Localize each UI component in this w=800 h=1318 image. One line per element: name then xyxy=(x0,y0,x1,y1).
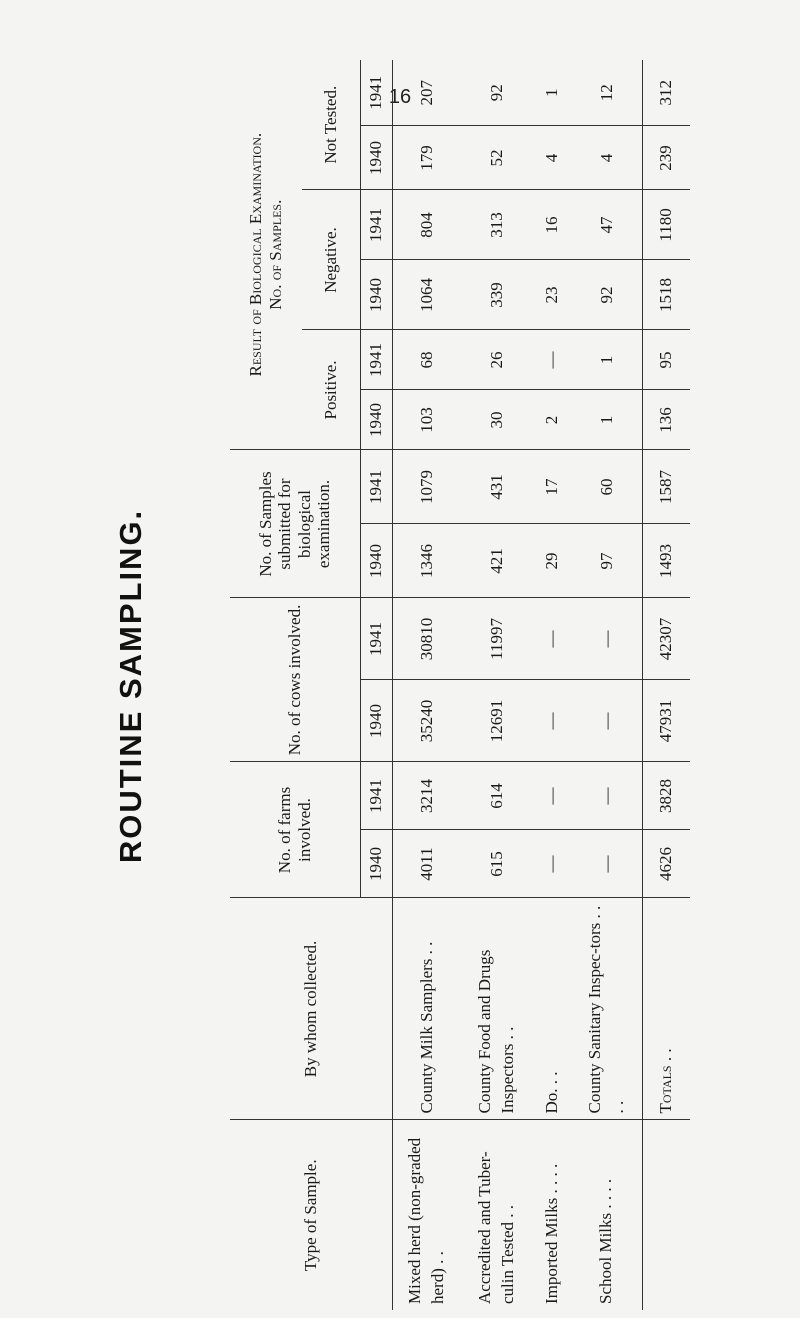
cell-positive-1941: 68 xyxy=(392,330,462,390)
cell-who: County Milk Samplers . . xyxy=(392,898,462,1120)
year-1940: 1940 xyxy=(360,680,392,762)
cell-samples-1940: 1346 xyxy=(392,524,462,598)
year-1941: 1941 xyxy=(360,762,392,830)
year-1940: 1940 xyxy=(360,260,392,330)
header-cows: No. of cows involved. xyxy=(230,598,360,762)
year-1941: 1941 xyxy=(360,598,392,680)
cell-negative-1941: 313 xyxy=(462,190,532,260)
cell-not-tested-1940: 4 xyxy=(572,126,642,190)
cell-samples-1941: 431 xyxy=(462,450,532,524)
total-cows-1940: 47931 xyxy=(642,680,690,762)
cell-cows-1940: 12691 xyxy=(462,680,532,762)
cell-negative-1941: 47 xyxy=(572,190,642,260)
cell-who: County Food and Drugs Inspectors . . xyxy=(462,898,532,1120)
year-1941: 1941 xyxy=(360,60,392,126)
cell-negative-1941: 804 xyxy=(392,190,462,260)
total-samples-1940: 1493 xyxy=(642,524,690,598)
year-1940: 1940 xyxy=(360,830,392,898)
sampling-table xyxy=(230,60,690,1310)
header-samples: No. of Samples submitted for biological examination. xyxy=(230,450,360,598)
table-row xyxy=(392,60,462,1310)
total-positive-1940: 136 xyxy=(642,390,690,450)
rotated-table-wrapper xyxy=(230,75,690,1310)
cell-not-tested-1941: 92 xyxy=(462,60,532,126)
cell-not-tested-1941: 12 xyxy=(572,60,642,126)
cell-negative-1940: 92 xyxy=(572,260,642,330)
cell-positive-1940: 103 xyxy=(392,390,462,450)
cell-samples-1941: 1079 xyxy=(392,450,462,524)
cell-positive-1940: 2 xyxy=(532,390,572,450)
cell-cows-1941: — xyxy=(572,598,642,680)
cell-samples-1941: 60 xyxy=(572,450,642,524)
header-positive: Positive. xyxy=(302,330,360,450)
header-negative: Negative. xyxy=(302,190,360,330)
total-positive-1941: 95 xyxy=(642,330,690,390)
total-samples-1941: 1587 xyxy=(642,450,690,524)
cell-cows-1941: — xyxy=(532,598,572,680)
cell-farms-1940: 4011 xyxy=(392,830,462,898)
cell-farms-1940: — xyxy=(572,830,642,898)
cell-not-tested-1941: 1 xyxy=(532,60,572,126)
cell-negative-1940: 1064 xyxy=(392,260,462,330)
total-not-tested-1940: 239 xyxy=(642,126,690,190)
cell-samples-1940: 97 xyxy=(572,524,642,598)
header-result xyxy=(230,60,302,450)
side-title: ROUTINE SAMPLING. xyxy=(113,508,148,864)
total-cows-1941: 42307 xyxy=(642,598,690,680)
cell-farms-1941: — xyxy=(572,762,642,830)
total-farms-1940: 4626 xyxy=(642,830,690,898)
totals-label: Totals . . xyxy=(642,898,690,1120)
cell-not-tested-1940: 4 xyxy=(532,126,572,190)
cell-farms-1941: 3214 xyxy=(392,762,462,830)
cell-cows-1940: — xyxy=(572,680,642,762)
cell-type: School Milks . . . . xyxy=(596,1178,616,1304)
header-farms: No. of farms involved. xyxy=(230,762,360,898)
year-1940: 1940 xyxy=(360,126,392,190)
cell-positive-1941: 26 xyxy=(462,330,532,390)
table-row xyxy=(462,60,532,1310)
cell-samples-1940: 29 xyxy=(532,524,572,598)
total-negative-1940: 1518 xyxy=(642,260,690,330)
cell-empty xyxy=(642,1120,690,1310)
header-result-sub: No. of Samples. xyxy=(266,199,285,310)
cell-positive-1941: 1 xyxy=(572,330,642,390)
cell-who: Do. . . xyxy=(532,898,572,1120)
header-by-whom: By whom collected. xyxy=(230,898,392,1120)
cell-samples-1941: 17 xyxy=(532,450,572,524)
cell-negative-1941: 16 xyxy=(532,190,572,260)
year-1941: 1941 xyxy=(360,330,392,390)
total-not-tested-1941: 312 xyxy=(642,60,690,126)
cell-positive-1940: 1 xyxy=(572,390,642,450)
table-row xyxy=(532,60,572,1310)
cell-who: County Sanitary Inspec-tors . . . . xyxy=(572,898,642,1120)
header-type-of-sample: Type of Sample. xyxy=(230,1120,392,1310)
total-negative-1941: 1180 xyxy=(642,190,690,260)
cell-samples-1940: 421 xyxy=(462,524,532,598)
cell-cows-1940: 35240 xyxy=(392,680,462,762)
year-1940: 1940 xyxy=(360,390,392,450)
year-1941: 1941 xyxy=(360,450,392,524)
year-1941: 1941 xyxy=(360,190,392,260)
cell-farms-1941: — xyxy=(532,762,572,830)
cell-positive-1940: 30 xyxy=(462,390,532,450)
cell-cows-1941: 30810 xyxy=(392,598,462,680)
cell-farms-1940: — xyxy=(532,830,572,898)
page-number: 16 xyxy=(388,86,412,108)
cell-farms-1941: 614 xyxy=(462,762,532,830)
cell-positive-1941: — xyxy=(532,330,572,390)
total-farms-1941: 3828 xyxy=(642,762,690,830)
cell-type: Accredited and Tuber-culin Tested . . xyxy=(475,1151,517,1304)
cell-not-tested-1940: 179 xyxy=(392,126,462,190)
cell-farms-1940: 615 xyxy=(462,830,532,898)
cell-not-tested-1940: 52 xyxy=(462,126,532,190)
table-row xyxy=(572,60,642,1310)
cell-negative-1940: 339 xyxy=(462,260,532,330)
year-1940: 1940 xyxy=(360,524,392,598)
totals-row xyxy=(642,60,690,1310)
cell-not-tested-1941: 207 xyxy=(392,60,462,126)
header-result-title: Result of Biological Examination. xyxy=(246,132,266,377)
cell-cows-1941: 11997 xyxy=(462,598,532,680)
cell-type: Imported Milks . . . . xyxy=(541,1163,561,1304)
cell-type: Mixed herd (non-graded herd) . . xyxy=(405,1137,448,1304)
cell-cows-1940: — xyxy=(532,680,572,762)
header-not-tested: Not Tested. xyxy=(302,60,360,190)
cell-negative-1940: 23 xyxy=(532,260,572,330)
